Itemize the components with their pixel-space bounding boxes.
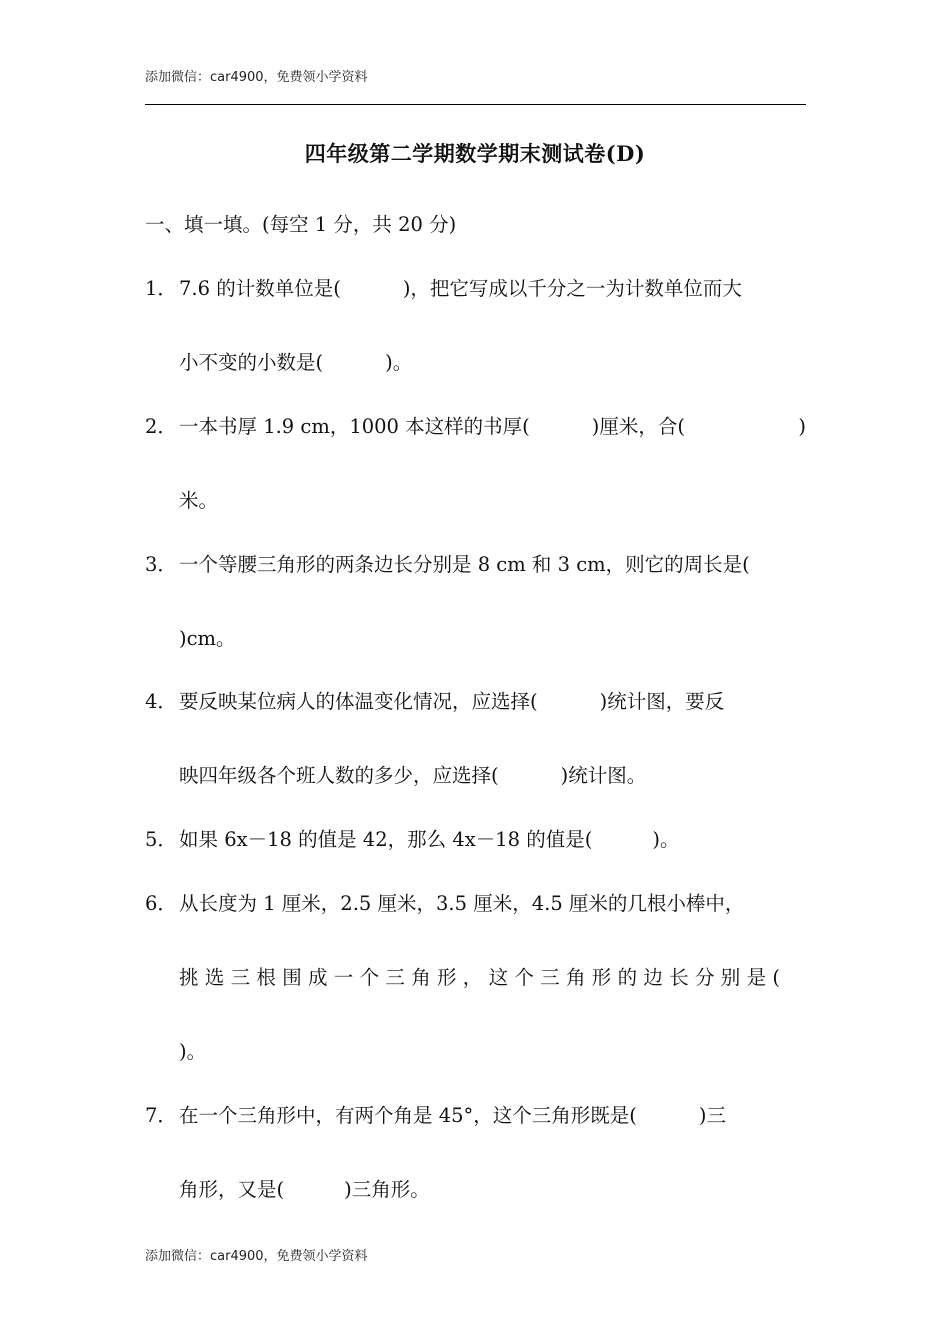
question-7-line-2 (179, 1176, 430, 1204)
question-3-line-1 (145, 551, 750, 579)
page-title: 四年级第二学期数学期末测试卷(D) (304, 141, 646, 166)
question-text: 映四年级各个班人数的多少，应选择( (179, 764, 499, 787)
question-text: )。 (652, 828, 680, 851)
question-4-line-1 (145, 688, 724, 716)
question-1-line-2 (179, 349, 412, 377)
question-number: 6． (145, 892, 177, 915)
question-6-line-1 (145, 890, 744, 918)
question-text: 小不变的小数是( (179, 351, 324, 374)
question-text: )。 (385, 351, 413, 374)
question-number: 2． (145, 415, 177, 438)
question-2-closing-paren: ) (798, 415, 806, 438)
question-text: 一个等腰三角形的两条边长分别是 8 cm 和 3 cm，则它的周长是( (179, 553, 750, 576)
question-number: 5． (145, 828, 177, 851)
question-number: 3． (145, 553, 177, 576)
section-heading: 一、填一填。(每空 1 分，共 20 分) (145, 213, 457, 236)
question-text: )统计图。 (560, 764, 647, 787)
question-number: 4． (145, 690, 177, 713)
question-7-line-1 (145, 1102, 726, 1130)
question-3-line-2: )cm。 (179, 627, 236, 650)
question-text: 角形，又是( (179, 1178, 285, 1201)
footer-note: 添加微信：car4900，免费领小学资料 (145, 1249, 368, 1264)
header-note: 添加微信：car4900，免费领小学资料 (145, 70, 368, 85)
question-1-line-1 (145, 275, 742, 303)
question-4-line-2 (179, 762, 646, 790)
question-6-line-2: 挑选三根围成一个三角形，这个三角形的边长分别是( (179, 966, 787, 989)
question-text: 在一个三角形中，有两个角是 45°，这个三角形既是( (179, 1104, 637, 1127)
question-number: 1． (145, 277, 177, 300)
question-text: 如果 6x－18 的值是 42，那么 4x－18 的值是( (179, 828, 593, 851)
question-text: 要反映某位病人的体温变化情况，应选择( (179, 690, 538, 713)
question-6-line-3: )。 (179, 1040, 207, 1063)
question-text: 一本书厚 1.9 cm，1000 本这样的书厚( (179, 415, 530, 438)
question-5-line-1 (145, 826, 679, 854)
question-text: 从长度为 1 厘米，2.5 厘米，3.5 厘米，4.5 厘米的几根小棒中， (179, 892, 745, 915)
question-text: 7.6 的计数单位是( (179, 277, 341, 300)
question-text: )三角形。 (344, 1178, 430, 1201)
question-text: )三 (698, 1104, 726, 1127)
question-number: 7． (145, 1104, 177, 1127)
question-2-line-1 (145, 413, 685, 441)
question-text: )，把它写成以千分之一为计数单位而大 (402, 277, 742, 300)
question-text: )厘米，合( (591, 415, 685, 438)
question-2-line-2: 米。 (179, 489, 219, 512)
question-text: )统计图，要反 (599, 690, 725, 713)
header-divider (145, 104, 806, 105)
